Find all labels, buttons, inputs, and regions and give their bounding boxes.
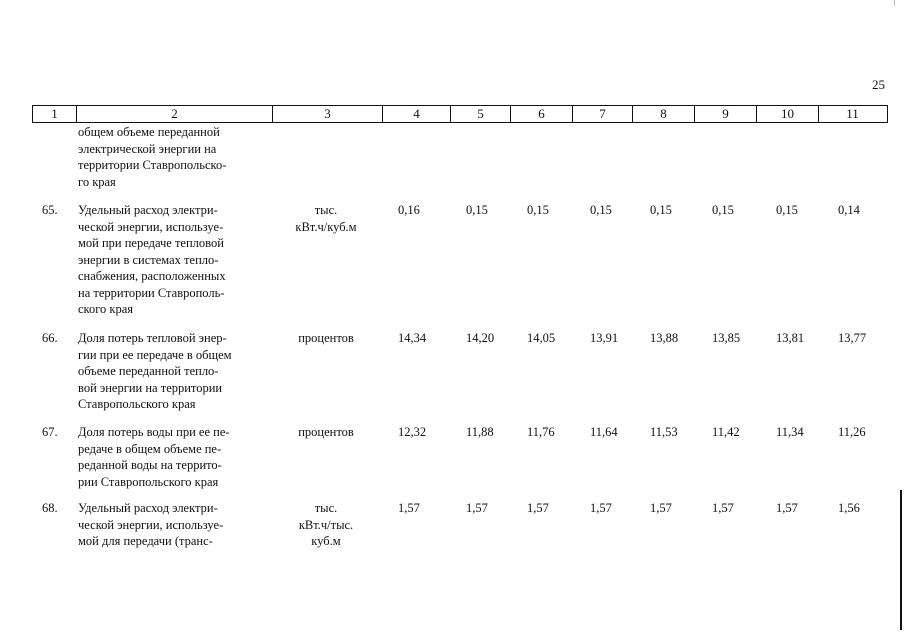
row-value-col-7: 1,57 xyxy=(590,501,612,515)
row-number: 66. xyxy=(42,331,58,345)
description-line: ского края xyxy=(78,302,134,316)
row-value-col-6: 14,05 xyxy=(527,331,556,345)
unit-line: кВт.ч/тыс. xyxy=(298,517,354,532)
row-description xyxy=(78,424,266,490)
description-line: Ставропольского края xyxy=(78,397,196,411)
description-line: мой для передачи (транс- xyxy=(78,534,213,548)
description-line: на территории Ставрополь- xyxy=(78,285,225,300)
unit-line: тыс. xyxy=(314,203,338,217)
row-number: 68. xyxy=(42,501,58,515)
row-unit xyxy=(282,202,370,235)
header-cell: 7 xyxy=(573,106,633,122)
row-value-col-7: 0,15 xyxy=(590,203,612,217)
header-cell: 8 xyxy=(633,106,695,122)
description-line: электрической энергии на xyxy=(78,141,217,156)
header-cell: 3 xyxy=(273,106,383,122)
row-value-col-8: 11,53 xyxy=(650,425,678,439)
row-value-col-8: 1,57 xyxy=(650,501,672,515)
row-value-col-4: 1,57 xyxy=(398,501,420,515)
row-unit xyxy=(282,500,370,550)
unit-line: процентов xyxy=(298,331,354,345)
row-number: 65. xyxy=(42,203,58,217)
row-value-col-10: 0,15 xyxy=(776,203,798,217)
header-cell: 2 xyxy=(77,106,273,122)
unit-line: процентов xyxy=(298,425,354,439)
row-unit xyxy=(282,424,370,441)
row-value-col-8: 0,15 xyxy=(650,203,672,217)
description-line: редаче в общем объеме пе- xyxy=(78,441,222,456)
header-cell: 11 xyxy=(846,106,859,121)
row-value-col-5: 11,88 xyxy=(466,425,494,439)
description-line: территории Ставропольско- xyxy=(78,158,227,172)
header-cell: 6 xyxy=(511,106,573,122)
unit-line: кВт.ч/куб.м xyxy=(295,219,357,234)
table-header-row xyxy=(32,105,888,123)
row-value-col-10: 13,81 xyxy=(776,331,805,345)
unit-line: куб.м xyxy=(311,534,341,548)
header-cell: 1 xyxy=(33,106,77,122)
row-value-col-11: 0,14 xyxy=(838,203,860,217)
row-description xyxy=(78,202,266,318)
row-number: 67. xyxy=(42,425,58,439)
description-line: вой энергии на территории xyxy=(78,380,223,395)
row-value-col-6: 1,57 xyxy=(527,501,549,515)
description-line: Удельный расход электри- xyxy=(78,203,218,217)
row-value-col-7: 11,64 xyxy=(590,425,618,439)
description-line: реданной воды на террито- xyxy=(78,458,222,472)
description-line: снабжения, расположенных xyxy=(78,269,226,283)
row-value-col-6: 0,15 xyxy=(527,203,549,217)
row-value-col-9: 1,57 xyxy=(712,501,734,515)
description-line: гии при ее передаче в общем xyxy=(78,347,232,362)
description-line: ческой энергии, используе- xyxy=(78,517,224,532)
row-value-col-9: 0,15 xyxy=(712,203,734,217)
continued-description xyxy=(78,124,266,190)
description-line: Удельный расход электри- xyxy=(78,501,218,515)
row-value-col-8: 13,88 xyxy=(650,331,679,345)
row-value-col-11: 13,77 xyxy=(838,331,867,345)
row-value-col-4: 12,32 xyxy=(398,425,427,439)
page-number: 25 xyxy=(872,77,885,92)
row-value-col-5: 0,15 xyxy=(466,203,488,217)
description-line: объеме переданной тепло- xyxy=(78,364,219,378)
row-value-col-5: 1,57 xyxy=(466,501,488,515)
description-line: ческой энергии, используе- xyxy=(78,219,224,234)
row-value-col-9: 11,42 xyxy=(712,425,740,439)
description-line: Доля потерь тепловой энер- xyxy=(78,331,227,345)
row-description xyxy=(78,500,266,550)
row-value-col-9: 13,85 xyxy=(712,331,741,345)
row-unit xyxy=(282,330,370,347)
description-line: мой при передаче тепловой xyxy=(78,236,224,250)
header-cell: 10 xyxy=(757,106,819,122)
description-line: Доля потерь воды при ее пе- xyxy=(78,425,230,439)
description-line: общем объеме переданной xyxy=(78,125,220,139)
row-value-col-6: 11,76 xyxy=(527,425,555,439)
row-value-col-10: 11,34 xyxy=(776,425,804,439)
row-value-col-10: 1,57 xyxy=(776,501,798,515)
row-description xyxy=(78,330,266,413)
header-cell: 5 xyxy=(451,106,511,122)
row-value-col-4: 14,34 xyxy=(398,331,427,345)
description-line: рии Ставропольского края xyxy=(78,474,219,489)
row-value-col-7: 13,91 xyxy=(590,331,619,345)
scan-edge-tick xyxy=(894,0,895,6)
description-line: го края xyxy=(78,174,116,189)
scan-edge-line xyxy=(900,490,902,630)
unit-line: тыс. xyxy=(314,501,338,515)
description-line: энергии в системах тепло- xyxy=(78,252,219,267)
row-value-col-11: 11,26 xyxy=(838,425,866,439)
row-value-col-11: 1,56 xyxy=(838,501,860,515)
row-value-col-5: 14,20 xyxy=(466,331,495,345)
header-cell: 9 xyxy=(695,106,757,122)
header-cell: 4 xyxy=(383,106,451,122)
row-value-col-4: 0,16 xyxy=(398,203,420,217)
